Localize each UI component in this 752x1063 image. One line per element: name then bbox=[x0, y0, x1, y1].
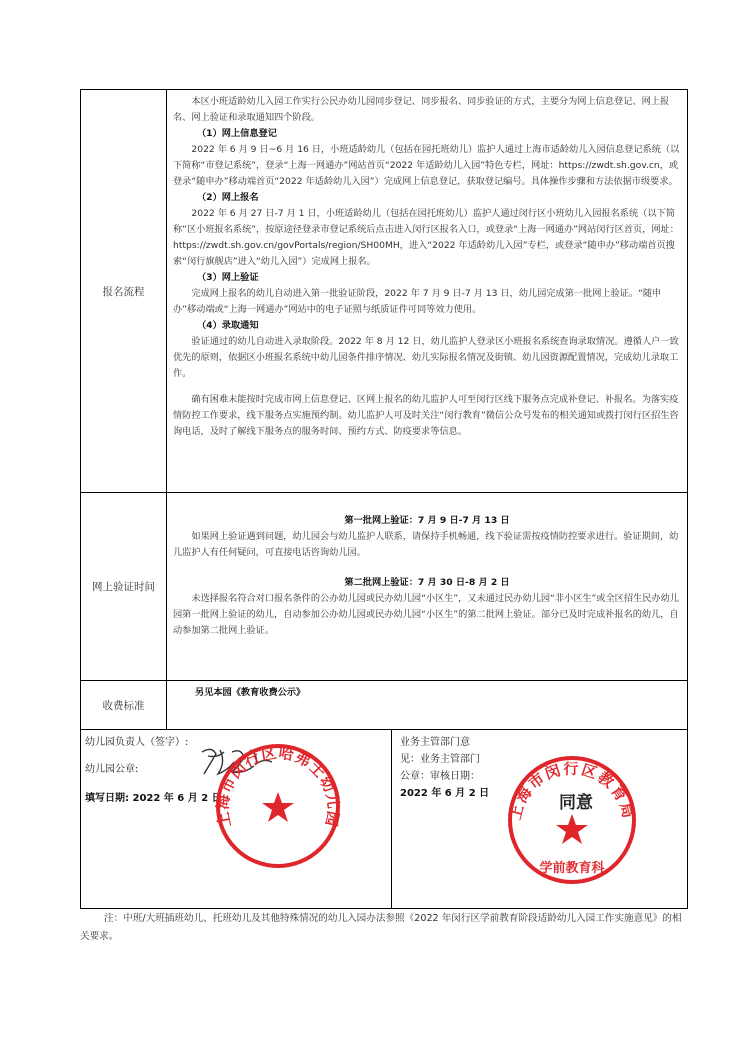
fill-date-label: 填写日期: bbox=[85, 793, 129, 804]
education-bureau-seal-icon bbox=[504, 752, 640, 888]
batch1-text: 如果网上验证遇到问题，幼儿园会与幼儿监护人联系，请保持手机畅通，线下验证需按疫情防控要求进行。验证期间，幼儿监护人有任何疑问，可直接电话咨询幼儿园。 bbox=[173, 531, 679, 558]
step1-text: 2022 年 6 月 9 日~6 月 16 日，小班适龄幼儿（包括在园托班幼儿）监护人通过上海市适龄幼儿入园信息登记系统（以下简称“市登记系统”，登录“上海一网通办”网站首页“2022 年适龄幼儿入园”特色专栏，网址：https://zwdt.sh.gov.cn，或登录“随申办”移动端首页“2022 年适龄幼儿入园”）完成网上信息登记，获取登记编号。具体操作步骤和方法依据市级要求。 bbox=[173, 144, 680, 187]
fee-row bbox=[81, 681, 688, 730]
enroll-process-label: 报名流程 bbox=[81, 90, 167, 493]
dept-opinion-label: 业务主管部门意 bbox=[400, 737, 470, 748]
fee-text: 另见本园《教育收费公示》 bbox=[195, 687, 306, 698]
seal-star bbox=[262, 792, 294, 822]
enroll-process-row bbox=[81, 90, 688, 493]
verify-time-row bbox=[81, 493, 688, 681]
step2-heading: （2）网上报名 bbox=[197, 192, 259, 203]
dept-review-date: 2022 年 6 月 2 日 bbox=[400, 788, 490, 799]
step1-heading: （1）网上信息登记 bbox=[197, 128, 277, 139]
offline-service-text: 确有困难未能按时完成市网上信息登记、区网上报名的幼儿监护人可至闵行区线下服务点完成补登记、补报名。为落实疫情防控工作要求，线下服务点实施预约制。幼儿监护人可及时关注“闵行教育”微信公众号发布的相关通知或拨打闵行区招生咨询电话，及时了解线下服务点的服务时间、预约方式、防疫要求等信息。 bbox=[173, 394, 679, 437]
kindergarten-seal-text: 上海市闵行区哈弗士幼儿园 bbox=[213, 743, 343, 829]
approval-stamp-text: 同意 bbox=[559, 793, 593, 813]
kindergarten-seal-label: 幼儿园公章: bbox=[85, 764, 139, 775]
dept-opinion-label-2: 见：业务主管部门 bbox=[400, 754, 480, 765]
footnote: 注：中班/大班插班幼儿、托班幼儿及其他特殊情况的幼儿入园办法参照《2022 年闵行区学前教育阶段适龄幼儿入园工作实施意见》的相关要求。 bbox=[80, 912, 682, 942]
head-signature-label: 幼儿园负责人（签字）: bbox=[85, 737, 189, 748]
verify-time-label: 网上验证时间 bbox=[81, 493, 167, 681]
batch2-title: 第二批网上验证：7 月 30 日-8 月 2 日 bbox=[344, 577, 510, 588]
fee-label: 收费标准 bbox=[81, 681, 167, 730]
dept-seal-date-label: 公章：审核日期： bbox=[400, 771, 480, 782]
step2-text: 2022 年 6 月 27 日-7 月 1 日，小班适龄幼儿（包括在园托班幼儿）监护人通过闵行区小班幼儿入园报名系统（以下简称“区小班报名系统”，按原途径登录市登记系统后点击进入闵行区报名入口，或登录“上海一网通办”网站闵行区首页，网址：https://zwdt.sh.gov.cn/govPortals/region/SH00MH，进入“2022 年适龄幼儿入园”专栏，或登录“随申办”移动端首页搜索“闵行旗舰店”进入“幼儿入园”）完成网上报名。 bbox=[173, 208, 679, 267]
fill-date-value: 2022 年 6 月 2 日 bbox=[132, 793, 222, 804]
batch1-title: 第一批网上验证：7 月 9 日-7 月 13 日 bbox=[344, 515, 510, 526]
bureau-seal-text: 上海市闵行区教育局 bbox=[506, 759, 638, 822]
enroll-process-content bbox=[167, 90, 688, 493]
batch2-text: 未选择报名符合对口报名条件的公办幼儿园或民办幼儿园“小区生”，又未通过民办幼儿园“非小区生”或全区招生民办幼儿园第一批网上验证的幼儿，自动参加公办幼儿园或民办幼儿园“小区生”的第二批网上验证。部分已及时完成补报名的幼儿，自动参加第二批网上验证。 bbox=[173, 593, 679, 636]
step3-text: 完成网上报名的幼儿自动进入第一批验证阶段，2022 年 7 月 9 日-7 月 13 日，幼儿园完成第一批网上验证。“随申办”移动端或“上海一网通办”网站中的电子证照与纸质证件可同等效力使用。 bbox=[173, 288, 662, 315]
step4-heading: （4）录取通知 bbox=[197, 320, 259, 331]
enroll-intro: 本区小班适龄幼儿入园工作实行公民办幼儿园同步登记、同步报名、同步验证的方式，主要分为网上信息登记、网上报名、网上验证和录取通知四个阶段。 bbox=[173, 96, 670, 123]
bureau-seal-bottom-text: 学前教育科 bbox=[539, 861, 605, 876]
step4-text: 验证通过的幼儿自动进入录取阶段。2022 年 8 月 12 日，幼儿监护人登录区小班报名系统查询录取情况。遵循人户一致优先的原则，依据区小班报名系统中幼儿园条件排序情况、幼儿实际报名情况及街镇、幼儿园资源配置情况，完成幼儿录取工作。 bbox=[173, 336, 679, 379]
step3-heading: （3）网上验证 bbox=[197, 272, 259, 283]
svg-text:上海市闵行区哈弗士幼儿园 bbox=[214, 744, 343, 829]
verify-time-content bbox=[167, 493, 688, 681]
kindergarten-seal-icon bbox=[212, 740, 344, 872]
bureau-seal-star bbox=[556, 814, 588, 844]
